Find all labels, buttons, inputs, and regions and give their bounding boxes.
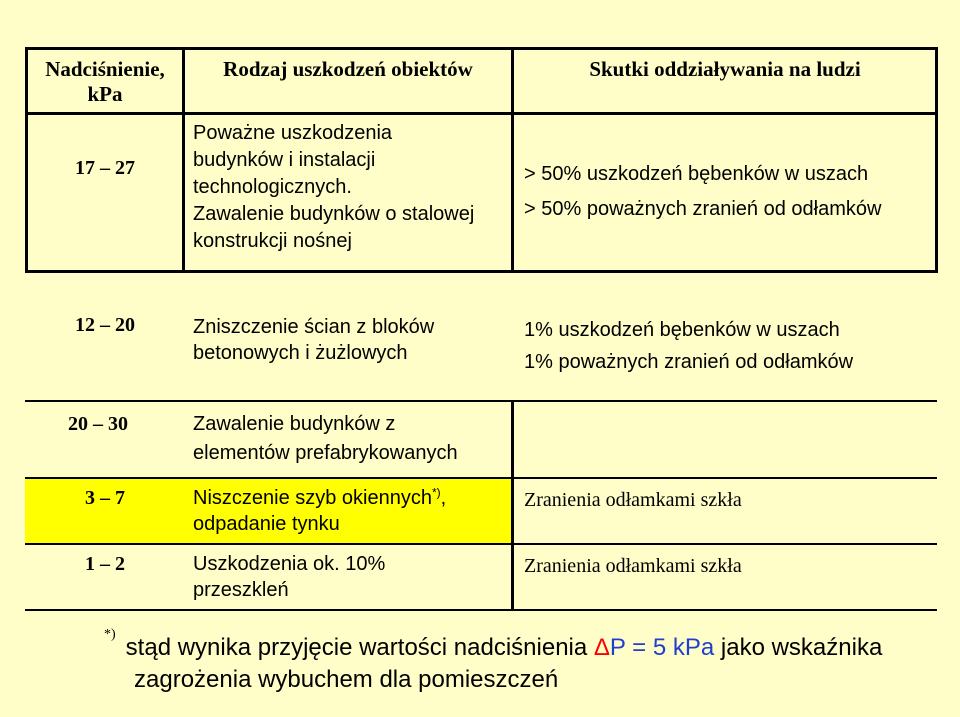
row3-damage-line2: elementów prefabrykowanych — [193, 442, 458, 464]
footnote-line2: zagrożenia wybuchem dla pomieszczeń — [134, 666, 559, 693]
table-border-right — [935, 47, 938, 273]
row2-effects-line2: 1% poważnych zranień od odłamków — [524, 351, 854, 373]
row1-effects-line1: > 50% uszkodzeń bębenków w uszach — [524, 163, 869, 185]
footnote-formula: P = 5 kPa — [609, 634, 715, 661]
row1-effects-line2: > 50% poważnych zranień od odłamków — [524, 198, 882, 220]
footnote-text-after: jako wskaźnika — [720, 634, 883, 661]
footnote — [104, 627, 954, 696]
row2-effects — [524, 314, 934, 378]
row4-damage-comma: , — [440, 487, 447, 509]
col-divider-1 — [182, 47, 185, 273]
row4-effects: Zranienia odłamkami szkła — [524, 489, 742, 511]
header-pressure: Nadciśnienie, kPa — [45, 57, 165, 106]
row1-damage-line3: technologicznych. — [193, 176, 352, 198]
row1-damage-line2: budynków i instalacji — [193, 149, 376, 171]
row5-damage-line2: przeszkleń — [193, 579, 289, 601]
row1-bottom-line — [25, 270, 937, 273]
row4-pressure: 3 – 7 — [85, 487, 125, 509]
row3-damage-line1: Zawalenie budynków z — [193, 413, 396, 435]
row-line-b — [25, 477, 937, 479]
row2-effects-line1: 1% uszkodzeń bębenków w uszach — [524, 319, 840, 341]
row-line-c — [25, 543, 937, 545]
row2-pressure: 12 – 20 — [75, 314, 135, 336]
row5-damage-line1: Uszkodzenia ok. 10% — [193, 553, 386, 575]
col-divider-2 — [511, 47, 514, 273]
row2-damage-line2: betonowych i żużlowych — [193, 342, 408, 364]
row5-damage — [193, 551, 511, 603]
footnote-text: stąd wynika przyjęcie wartości nadciśnienia — [125, 634, 588, 661]
row-line-a — [25, 400, 937, 402]
row4-damage-line1: Niszczenie szyb okiennych — [193, 487, 432, 509]
row4-damage — [193, 485, 511, 537]
header-effects: Skutki oddziaływania na ludzi — [589, 57, 861, 81]
row4-damage-line2: odpadanie tynku — [193, 513, 340, 535]
row1-damage-line1: Poważne uszkodzenia — [193, 122, 393, 144]
row2-damage — [193, 314, 511, 366]
header-damage: Rodzaj uszkodzeń obiektów — [223, 57, 473, 81]
row5-effects: Zranienia odłamkami szkła — [524, 555, 742, 577]
table-border-left — [25, 47, 28, 273]
row3-damage — [193, 410, 511, 468]
row1-damage — [193, 120, 511, 255]
row3-pressure: 20 – 30 — [68, 413, 128, 435]
footnote-marker: *) — [104, 627, 116, 642]
row1-effects — [524, 157, 934, 227]
col-divider-2-lower — [511, 400, 514, 610]
row1-damage-line4: Zawalenie budynków o stalowej — [193, 203, 475, 225]
row-line-d — [25, 609, 937, 611]
row2-damage-line1: Zniszczenie ścian z bloków — [193, 316, 435, 338]
row1-damage-line5: konstrukcji nośnej — [193, 230, 352, 252]
header-separator — [25, 112, 937, 115]
row1-pressure: 17 – 27 — [75, 157, 135, 179]
delta-symbol: Δ — [593, 634, 610, 661]
row5-pressure: 1 – 2 — [85, 553, 125, 575]
footnote-ref-marker: *) — [432, 485, 441, 500]
table-border-top — [25, 47, 937, 50]
